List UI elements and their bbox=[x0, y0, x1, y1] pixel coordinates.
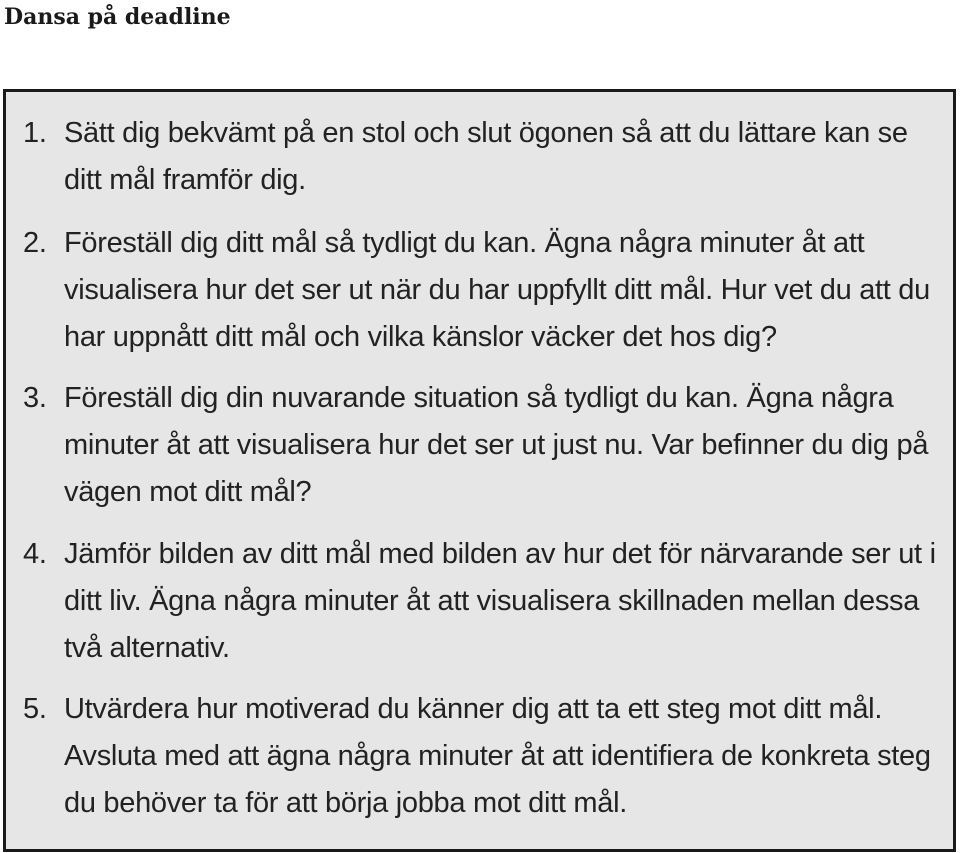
exercise-box bbox=[3, 89, 956, 852]
step-text: Sätt dig bekvämt på en stol och slut ögonen så att du lättare kan se ditt mål framför dig. bbox=[64, 117, 908, 196]
step-text: Föreställ dig din nuvarande situation så tydligt du kan. Ägna några minuter åt att visualisera hur det ser ut just nu. Var befinner du dig på vägen mot ditt mål? bbox=[64, 382, 929, 508]
step-number: 4. bbox=[23, 538, 47, 570]
step-text: Jämför bilden av ditt mål med bilden av hur det för närvarande ser ut i ditt liv. Ägna några minuter åt att visualisera skillnaden mellan dessa två alternativ. bbox=[64, 538, 936, 664]
step-number: 5. bbox=[23, 693, 47, 725]
step-number: 3. bbox=[23, 382, 47, 414]
step-text: Utvärdera hur motiverad du känner dig att ta ett steg mot ditt mål. Avsluta med att ägna några minuter åt att identifiera de konkreta steg du behöver ta för att börja jobba mot ditt mål. bbox=[64, 693, 931, 819]
step-number: 1. bbox=[23, 117, 47, 149]
step-number: 2. bbox=[23, 227, 47, 259]
document-title: Dansa på deadline bbox=[4, 4, 231, 30]
step-text: Föreställ dig ditt mål så tydligt du kan. Ägna några minuter åt att visualisera hur det ser ut när du har uppfyllt ditt mål. Hur vet du att du har uppnått ditt mål och vilka känslor väcker det hos dig? bbox=[64, 227, 930, 353]
